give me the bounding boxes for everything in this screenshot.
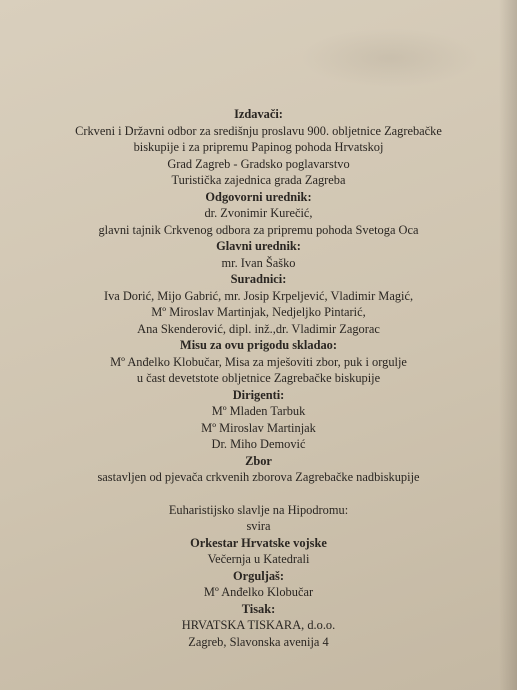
imprint-credits [0,106,517,650]
credit-line: glavni tajnik Crkvenog odbora za pripremu pohoda Svetoga Oca [98,222,419,237]
credit-line: Crkveni i Državni odbor za središnju proslavu 900. obljetnice Zagrebačke [75,123,442,138]
section-heading: Suradnici: [230,272,287,286]
section-heading: Orguljaš: [233,568,284,583]
section-heading: Orkestar Hrvatske vojske [190,535,327,550]
credit-line: Mº Miroslav Martinjak [201,420,316,435]
credit-line: sastavljen od pjevača crkvenih zborova Zagrebačke nadbiskupije [97,470,420,484]
credit-line: biskupije i za pripremu Papinog pohoda Hrvatskoj [133,140,384,154]
credit-line: Mº Miroslav Martinjak, Nedjeljko Pintarić, [151,305,366,319]
credit-line: Mº Anđelko Klobučar, Misa za mješoviti zbor, puk i orgulje [110,354,407,369]
section-heading: Izdavači: [234,107,283,121]
credit-line: svira [246,519,271,533]
credit-line: Večernja u Katedrali [207,552,310,566]
section-heading: Odgovorni urednik: [205,189,312,204]
show-through-text [300,28,480,88]
credit-line: Dr. Miho Demović [211,437,306,451]
section-heading: Zbor [245,453,272,468]
credit-line: u čast devetstote obljetnice Zagrebačke biskupije [136,371,381,385]
credit-line: HRVATSKA TISKARA, d.o.o. [181,618,336,632]
line-spacer [0,486,517,502]
credit-line: Euharistijsko slavlje na Hipodromu: [168,502,349,517]
credit-line: Zagreb, Slavonska avenija 4 [188,634,329,649]
credit-line: Turistička zajednica grada Zagreba [171,173,346,187]
credit-line: Grad Zagreb - Gradsko poglavarstvo [167,156,350,171]
section-heading: Tisak: [241,601,276,616]
credit-line: Mº Mladen Tarbuk [211,404,306,418]
section-heading: Misu za ovu prigodu skladao: [180,338,337,352]
credit-line: dr. Zvonimir Kurečić, [204,206,313,220]
section-heading: Dirigenti: [232,387,285,402]
credit-line: Iva Dorić, Mijo Gabrić, mr. Josip Krpeljević, Vladimir Magić, [103,288,414,303]
credit-line: mr. Ivan Šaško [221,255,296,270]
credit-line: Mº Anđelko Klobučar [203,585,314,599]
section-heading: Glavni urednik: [216,239,301,253]
credit-line: Ana Skenderović, dipl. inž.,dr. Vladimir Zagorac [137,321,380,336]
